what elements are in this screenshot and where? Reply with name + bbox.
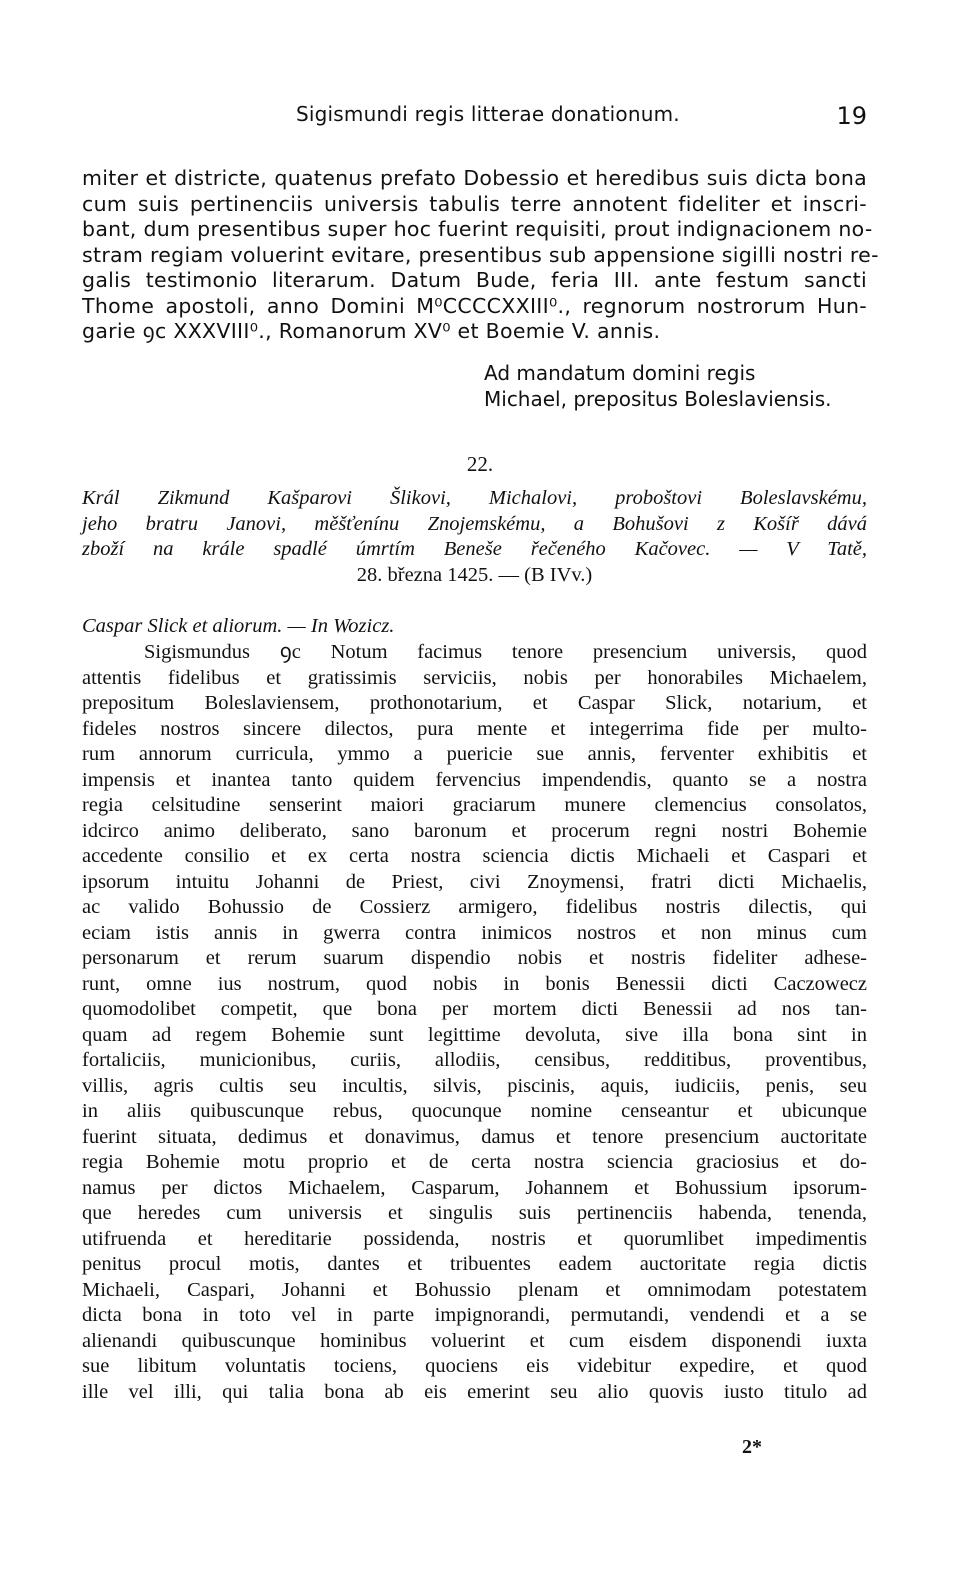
body-line: personarum et rerum suarum dispendio nobis et nostris fideliter adhese- bbox=[82, 947, 867, 969]
text-line: cum suis pertinenciis universis tabulis terre annotent fideliter et inscri- bbox=[82, 191, 867, 216]
body-line: ipsorum intuitu Johanni de Priest, civi Znoymensi, fratri dicti Michaelis, bbox=[82, 870, 867, 893]
text-line: galis testimonio literarum. Datum Bude, feria III. ante festum sancti bbox=[82, 268, 867, 292]
running-head bbox=[82, 100, 867, 134]
body-line: fuerint situata, dedimus et donavimus, damus et tenore presencium auctoritate bbox=[82, 1125, 867, 1148]
body-line: ille vel illi, qui talia bona ab eis emerint seu alio quovis iusto titulo ad bbox=[82, 1380, 867, 1403]
body-line: attentis fidelibus et gratissimis serviciis, nobis per honorabiles Michaelem, bbox=[82, 666, 867, 689]
body-line: fideles nostros sincere dilectos, pura mente et integerrima fide per multo- bbox=[82, 717, 867, 740]
body-line: penitus procul motis, dantes et tribuentes eadem auctoritate regia dictis bbox=[82, 1253, 867, 1275]
body-line: prepositum Boleslaviensem, prothonotarium, et Caspar Slick, notarium, et bbox=[82, 692, 867, 714]
body-line: utifruenda et hereditarie possidenda, nostris et quorumlibet impedimentis bbox=[82, 1227, 867, 1250]
body-line: accedente consilio et ex certa nostra sciencia dictis Michaeli et Caspari et bbox=[82, 845, 867, 867]
date-line: 28. března 1425. — (B IVv.) bbox=[356, 563, 593, 586]
body-line: ac valido Bohussio de Cossierz armigero, fidelibus nostris dilectis, qui bbox=[82, 896, 867, 918]
signoff-line: Ad mandatum domini regis bbox=[484, 361, 756, 385]
regest-line: Král Zikmund Kašparovi Šlikovi, Michalovi, proboštovi Boleslavskému, bbox=[82, 487, 867, 509]
body-line: fortaliciis, municionibus, curiis, allodiis, censibus, redditibus, proventibus, bbox=[82, 1049, 867, 1071]
body-line: eciam istis annis in gwerra contra inimicos nostros et non minus cum bbox=[82, 921, 867, 944]
body-line: quam ad regem Bohemie sunt legittime devoluta, sive illa bona sint in bbox=[82, 1023, 867, 1046]
running-title: Sigismundi regis litterae donationum. bbox=[296, 102, 680, 126]
text-line: bant, dum presentibus super hoc fuerint requisiti, prout indignacionem no- bbox=[82, 217, 873, 241]
text-line: stram regiam voluerint evitare, presentibus sub appensione sigilli nostri re- bbox=[82, 242, 879, 267]
dorsal-note-block bbox=[82, 614, 867, 640]
regest-line: jeho bratru Janovi, měšťenínu Znojemskému, a Bohušovi z Košíř dává bbox=[82, 512, 867, 535]
body-line: impensis et inantea tanto quidem fervencius impendendis, quanto se a nostra bbox=[82, 768, 867, 791]
charter-body bbox=[82, 640, 867, 1405]
regest bbox=[82, 486, 867, 588]
text-line: garie ꝯc XXXVIII⁰., Romanorum XV⁰ et Boemie V. annis. bbox=[82, 319, 661, 343]
body-line: villis, agris cultis seu incultis, silvis, piscinis, aquis, iudiciis, penis, seu bbox=[82, 1074, 867, 1097]
body-line: in aliis quibuscunque rebus, quocunque nomine censeantur et ubicunque bbox=[82, 1100, 867, 1122]
body-line: namus per dictos Michaelem, Casparum, Johannem et Bohussium ipsorum- bbox=[82, 1176, 867, 1199]
previous-document-text bbox=[82, 166, 879, 345]
signature-mark: 2* bbox=[742, 1436, 762, 1458]
body-line: rum annorum curricula, ymmo a puericie sue annis, ferventer exhibitis et bbox=[82, 743, 867, 765]
page-number: 19 bbox=[836, 102, 867, 130]
body-line: dicta bona in toto vel in parte impignorandi, permutandi, vendendi et a se bbox=[82, 1304, 867, 1326]
body-line: sue libitum voluntatis tociens, quociens eis videbitur expedire, et quod bbox=[82, 1355, 867, 1377]
body-line: alienandi quibuscunque hominibus voluerint et cum eisdem disponendi iuxta bbox=[82, 1329, 867, 1352]
regest-line: zboží na krále spadlé úmrtím Beneše řečeného Kačovec. — V Tatě, bbox=[82, 538, 867, 560]
text-line: miter et districte, quatenus prefato Dobessio et heredibus suis dicta bona bbox=[82, 166, 867, 190]
body-line: regia celsitudine senserint maiori graciarum munere clemencius consolatos, bbox=[82, 794, 867, 816]
signoff bbox=[484, 360, 831, 412]
dorsal-note: Caspar Slick et aliorum. — In Wozicz. bbox=[82, 615, 395, 637]
body-line: que heredes cum universis et singulis suis pertinenciis habenda, tenenda, bbox=[82, 1202, 867, 1224]
signoff-line: Michael, prepositus Boleslaviensis. bbox=[484, 387, 832, 411]
text-line: Thome apostoli, anno Domini M⁰CCCCXXIII⁰., regnorum nostrorum Hun- bbox=[82, 293, 867, 318]
body-line: quomodolibet competit, que bona per mortem dicti Benessii ad nos tan- bbox=[82, 998, 867, 1020]
body-line: idcirco animo deliberato, sano baronum et procerum regni nostri Bohemie bbox=[82, 819, 867, 842]
body-line: regia Bohemie motu proprio et de certa nostra sciencia graciosius et do- bbox=[82, 1151, 867, 1173]
body-line: Sigismundus ꝯc Notum facimus tenore presencium universis, quod bbox=[144, 641, 867, 663]
document-number: 22. bbox=[466, 452, 494, 476]
body-line: Michaeli, Caspari, Johanni et Bohussio plenam et omnimodam potestatem bbox=[82, 1278, 867, 1301]
body-line: runt, omne ius nostrum, quod nobis in bonis Benessii dicti Caczowecz bbox=[82, 972, 867, 995]
